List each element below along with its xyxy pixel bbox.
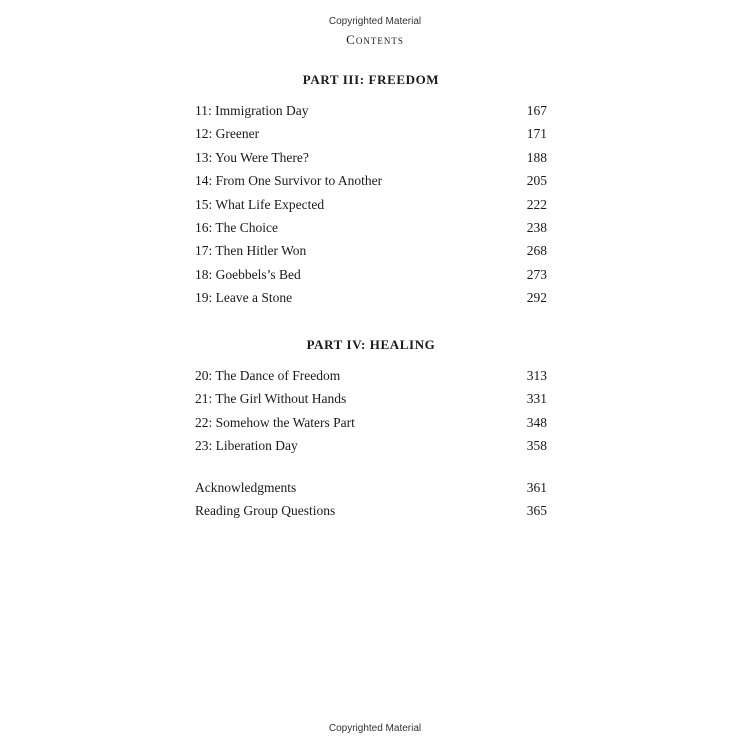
contents-title: Contents — [346, 32, 404, 47]
toc-entry — [195, 503, 547, 526]
part-4-toc-list — [195, 368, 547, 462]
toc-entry — [195, 267, 547, 290]
toc-entry-title: Reading Group Questions — [195, 503, 336, 519]
toc-entry-page: 188 — [526, 149, 547, 165]
toc-entry — [195, 150, 547, 173]
toc-entry-page: 292 — [526, 290, 547, 306]
toc-entry-page: 313 — [526, 368, 547, 383]
toc-entry-title: 17: Then Hitler Won — [195, 243, 307, 259]
toc-entry-title: 12: Greener — [195, 126, 260, 142]
toc-entry-page: 167 — [526, 103, 547, 118]
toc-entry-title: 16: The Choice — [195, 219, 278, 235]
toc-entry — [195, 438, 547, 461]
toc-entry-title: 22: Somehow the Waters Part — [195, 414, 355, 430]
toc-entry — [195, 415, 547, 438]
toc-entry — [195, 290, 547, 313]
toc-entry — [195, 243, 547, 266]
toc-entry-page: 238 — [526, 219, 547, 235]
toc-entry-title: 19: Leave a Stone — [195, 290, 293, 306]
part-4-heading: PART IV: HEALING — [306, 337, 436, 352]
toc-entry-page: 365 — [526, 503, 547, 519]
toc-entry-page: 331 — [526, 391, 547, 407]
toc-entry — [195, 220, 547, 243]
toc-entry-page: 358 — [526, 438, 547, 454]
toc-entry-page: 171 — [526, 126, 547, 142]
toc-entry — [195, 391, 547, 414]
toc-entry-page: 361 — [526, 480, 547, 495]
toc-entry — [195, 126, 547, 149]
toc-entry-title: 11: Immigration Day — [195, 103, 309, 118]
toc-entry-title: 20: The Dance of Freedom — [195, 368, 341, 383]
copyright-notice-bottom: Copyrighted Material — [328, 723, 422, 734]
toc-entry-title: 14: From One Survivor to Another — [195, 173, 383, 189]
part-3-heading: PART III: FREEDOM — [302, 72, 440, 87]
toc-entry — [195, 368, 547, 391]
toc-entry-title: 13: You Were There? — [195, 149, 309, 165]
toc-entry-title: 15: What Life Expected — [195, 196, 325, 212]
toc-entry-page: 348 — [526, 414, 547, 430]
toc-entry-page: 222 — [526, 196, 547, 212]
part-3-toc-list — [195, 103, 547, 314]
toc-entry-title: 23: Liberation Day — [195, 438, 298, 454]
toc-entry — [195, 103, 547, 126]
toc-entry-title: Acknowledgments — [195, 480, 297, 495]
toc-entry — [195, 480, 547, 503]
back-matter-toc-list — [195, 480, 547, 527]
toc-entry-title: 21: The Girl Without Hands — [195, 391, 347, 407]
toc-entry-page: 273 — [526, 266, 547, 282]
toc-entry-page: 268 — [526, 243, 547, 259]
toc-entry-title: 18: Goebbels’s Bed — [195, 266, 301, 282]
toc-entry — [195, 173, 547, 196]
toc-entry-page: 205 — [526, 173, 547, 189]
copyright-notice-top: Copyrighted Material — [328, 16, 422, 27]
toc-entry — [195, 197, 547, 220]
